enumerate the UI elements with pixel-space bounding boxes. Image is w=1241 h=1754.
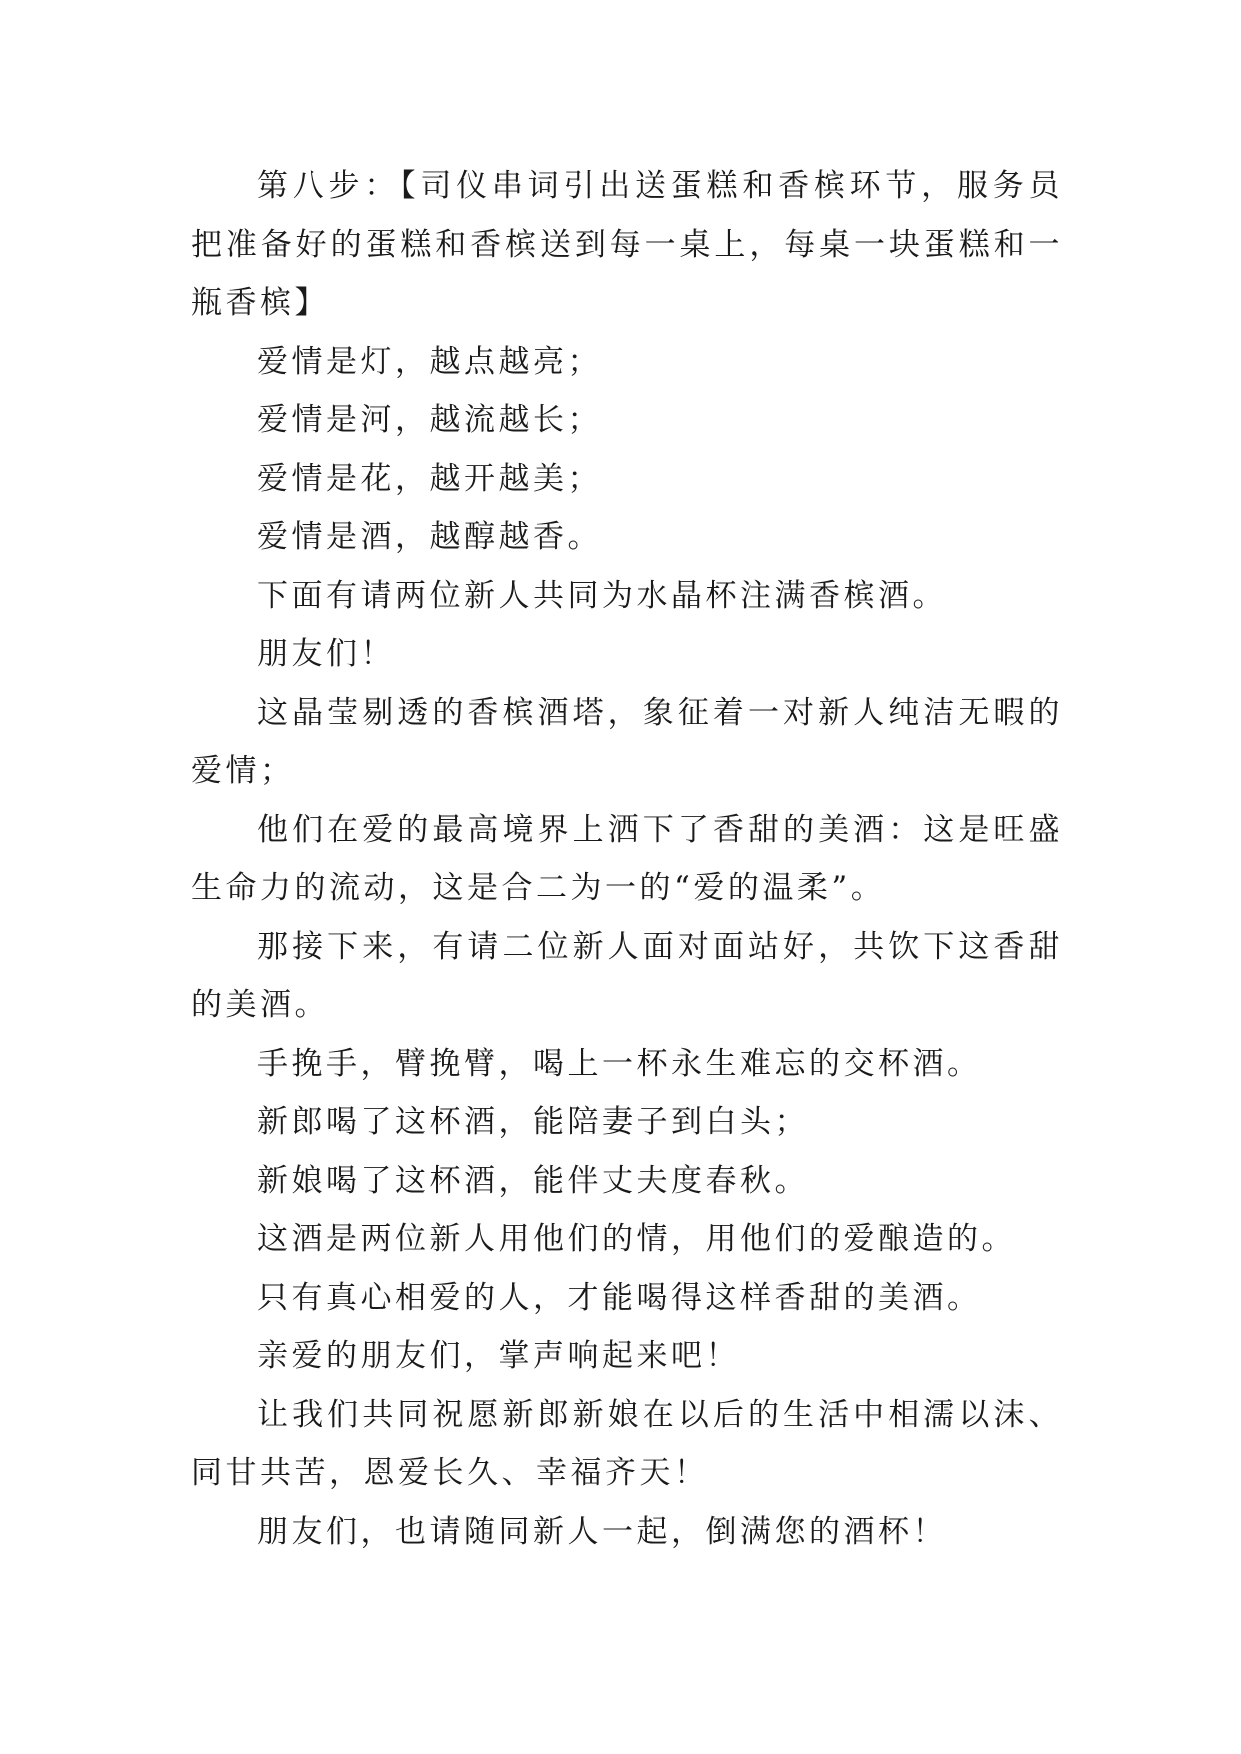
paragraph-blessing: 让我们共同祝愿新郎新娘在以后的生活中相濡以沫、同甘共苦，恩爱长久、幸福齐天！: [191, 1396, 1063, 1491]
paragraph-sweet-wine: 他们在爱的最高境界上洒下了香甜的美酒：这是旺盛生命力的流动，这是合二为一的“爱的温柔”。: [191, 811, 1063, 906]
paragraph-cross-cup: 手挽手，臂挽臂，喝上一杯永生难忘的交杯酒。: [257, 1045, 982, 1082]
document-body: [191, 157, 1063, 1561]
paragraph-love-river: 爱情是河，越流越长；: [257, 402, 602, 438]
paragraph-step-eight: 第八步：【司仪串词引出送蛋糕和香槟环节，服务员把准备好的蛋糕和香槟送到每一桌上，每桌一块蛋糕和一瓶香槟】: [191, 168, 1063, 321]
paragraph-love-lamp: 爱情是灯，越点越亮；: [257, 343, 602, 380]
paragraph-wine-brewed: 这酒是两位新人用他们的情，用他们的爱酿造的。: [257, 1221, 1016, 1257]
paragraph-bride: 新娘喝了这杯酒，能伴丈夫度春秋。: [257, 1162, 809, 1199]
paragraph-champagne-tower: 这晶莹剔透的香槟酒塔，象征着一对新人纯洁无暇的爱情；: [191, 694, 1063, 789]
paragraph-love-wine: 爱情是酒，越醇越香。: [257, 519, 602, 555]
paragraph-true-love: 只有真心相爱的人，才能喝得这样香甜的美酒。: [257, 1279, 982, 1316]
paragraph-love-flower: 爱情是花，越开越美；: [257, 460, 602, 497]
paragraph-applause: 亲爱的朋友们，掌声响起来吧！: [257, 1338, 740, 1374]
paragraph-groom: 新郎喝了这杯酒，能陪妻子到白头；: [257, 1104, 809, 1140]
paragraph-friends: 朋友们！: [257, 636, 395, 672]
paragraph-fill-glasses: 下面有请两位新人共同为水晶杯注满香槟酒。: [257, 577, 947, 614]
paragraph-face-to-face: 那接下来，有请二位新人面对面站好，共饮下这香甜的美酒。: [191, 928, 1063, 1023]
paragraph-fill-your-glass: 朋友们，也请随同新人一起，倒满您的酒杯！: [257, 1513, 947, 1550]
